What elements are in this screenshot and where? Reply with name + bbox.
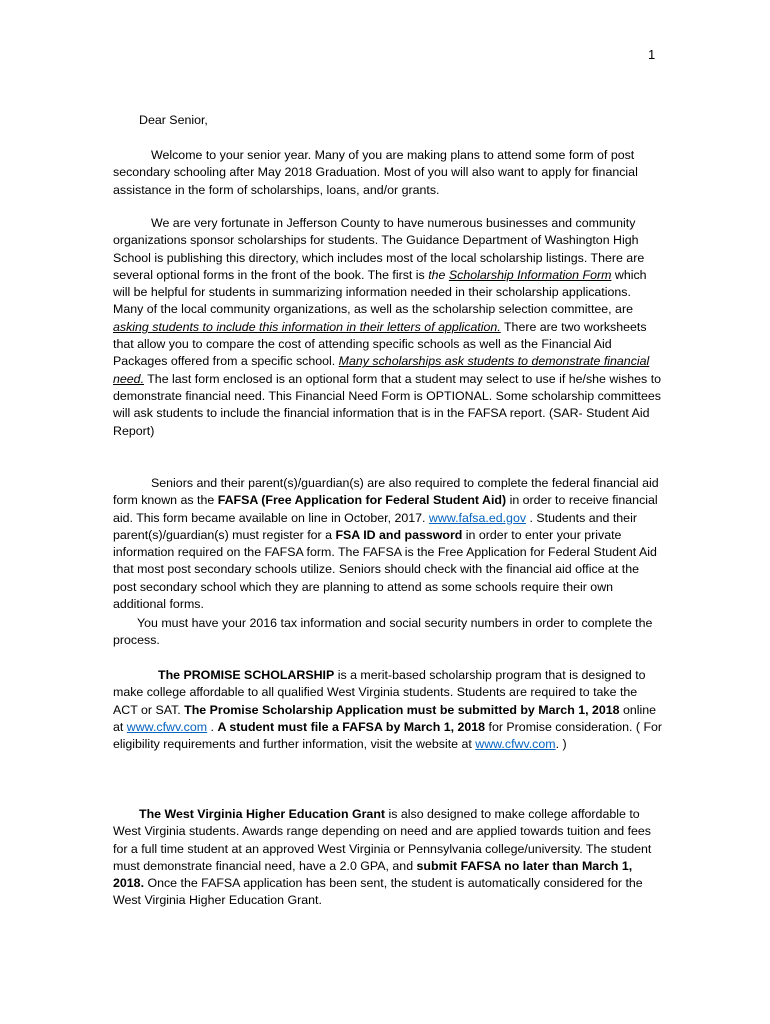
p3-text-d: . Students and their parent(s)/guardian(s) must register for a [113,510,637,542]
fafsa-name: FAFSA (Free Application for Federal Student Aid) [217,493,507,508]
paragraph-fafsa [113,475,663,613]
paragraph-welcome [113,147,663,199]
scholarship-information-form-title: Scholarship Information Form [448,267,612,282]
promise-scholarship-title: The PROMISE SCHOLARSHIP [158,668,335,682]
p2-emphasis-financial-need: Many scholarships ask students to demonstrate financial need. [113,354,650,386]
p2-italic-the: the [428,267,446,282]
p5-text-d: Once the FAFSA application has been sent, the student is automatically considered for the West Virginia Higher Education Grant. [113,876,643,908]
fafsa-link[interactable]: www.fafsa.ed.gov [428,510,527,525]
cfwv-link-1[interactable]: www.cfwv.com [126,719,208,734]
paragraph-scholarships [113,215,663,440]
greeting: Dear Senior, [139,113,208,127]
p3-text-a: Seniors and their parent(s)/guardian(s) are also required to complete the federal financial aid form known as the [113,476,659,508]
wv-grant-title: The West Virginia Higher Education Grant [139,807,386,821]
p2-text-d: which will be helpful for students in summarizing information needed in their scholarship applications. Many of the local community organizations, as well as the scholarship selection committee, are [113,267,647,317]
p4-text-g: for Promise consideration. ( For eligibility requirements and further information, visit the website at [113,719,663,752]
paragraph-promise [113,667,663,753]
promise-deadline: The Promise Scholarship Application must be submitted by March 1, 2018 [184,702,620,717]
wv-grant-deadline: submit FAFSA no later than March 1, 2018. [113,858,633,891]
p2-text-a: We are very fortunate in Jefferson County to have numerous businesses and community organizations sponsor scholarships for students. The Guidance Department of Washington High School is publishing this directory, which includes most of the local scholarship listings. There are several optional forms in the front of the book. The first is [113,216,645,282]
p3-text-f: in order to enter your private information required on the FAFSA form. The FAFSA is the Free Application for Federal Student Aid that most post secondary schools utilize. Seniors should check with the financial aid office at the post secondary school which they are planning to attend as some schools require their own additional forms. [113,527,657,612]
paragraph-wv-grant [113,806,663,910]
p5-text-b: is also designed to make college affordable to West Virginia students. Awards range depending on need and are applied towards tuition and fees for a full time student at an approved West Virginia or Pennsylvania college/university. The student must demonstrate financial need, have a 2.0 GPA, and [113,807,652,873]
tax-info-text: You must have your 2016 tax information and social security numbers in order to complete the process. [113,616,653,648]
paragraph-tax-info [113,615,663,650]
p4-text-d: online at [113,702,657,734]
p3-text-c: in order to receive financial aid. This form became available on line in October, 2017. [113,493,658,525]
p4-text-b: is a merit-based scholarship program that is designed to make college affordable to all qualified West Virginia students. Students are required to take the ACT or SAT. [113,668,646,717]
cfwv-link-2[interactable]: www.cfwv.com [475,737,556,752]
p2-text-f: There are two worksheets that allow you to compare the cost of attending specific schools as well as the Financial Aid Packages offered from a specific school. [113,319,647,369]
p4-text-h: . ) [555,737,567,752]
p4-text-e: . [207,719,218,734]
fsa-id-text: FSA ID and password [335,527,463,542]
fafsa-deadline: A student must file a FAFSA by March 1, 2018 [217,719,486,734]
p2-emphasis-letters: asking students to include this information in their letters of application. [113,319,501,334]
page-number: 1 [648,47,656,62]
p2-text-h: The last form enclosed is an optional form that a student may select to use if he/she wishes to demonstrate financial need. This Financial Need Form is OPTIONAL. Some scholarship committees will ask students to include the financial information that is in the FAFSA report. (SAR- Student Aid Report) [113,371,662,438]
welcome-text: Welcome to your senior year. Many of you are making plans to attend some form of post secondary schooling after May 2018 Graduation. Most of you will also want to apply for financial assistance in the form of scholarships, loans, and/or grants. [113,148,638,197]
